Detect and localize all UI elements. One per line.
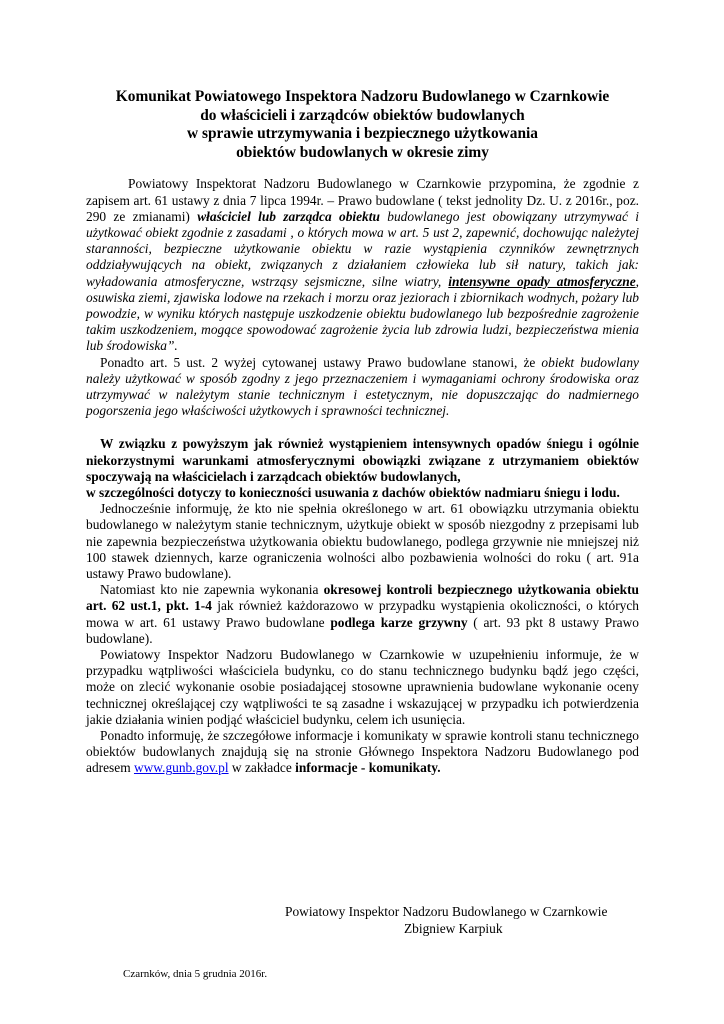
document-body [86,88,639,777]
paragraph-penalty: Jednocześnie informuję, że kto nie spełnia określonego w art. 61 obowiązku utrzymania obiektu budowlanego w należytym stanie technicznym, użytkuje obiekt w sposób niezgodny z przepisami lub nie zapewnia bezpieczeństwa użytkowania obiektu budowlanego, podlega grzywnie nie mniejszej niż 100 stawek dziennych, karze ograniczenia wolności albo pozbawienia wolności do roku ( art. 91a ustawy Prawo budowlane). [86,501,639,582]
gunb-website-link[interactable]: www.gunb.gov.pl [133,760,229,776]
paragraph-art5: Ponadto art. 5 ust. 2 wyżej cytowanej ustawy Prawo budowlane stanowi, że obiekt budowlany należy użytkować w sposób zgodny z jego przeznaczeniem i wymaganiami ochrony środowiska oraz utrzymywać w należytym stanie technicznym i estetycznym, nie dopuszczając do nadmiernego pogorszenia jego właściwości użytkowych i sprawności technicznej. [86,354,639,419]
signature-name: Zbigniew Karpiuk [404,921,503,936]
title-line-2: do właścicieli i zarządców obiektów budowlanych [200,106,525,124]
snowfall-emphasis: intensywne opady atmosferyczne [448,273,636,289]
title-line-3: w sprawie utrzymywania i bezpiecznego użytkowania [187,125,538,143]
paragraph-reminder: Powiatowy Inspektorat Nadzoru Budowlanego w Czarnkowie przypomina, że zgodnie z zapisem art. 61 ustawy z dnia 7 lipca 1994r. – Prawo budowlane ( tekst jednolity Dz. U. z 2016r., poz. 290 ze zmianami) właściciel lub zarządca obiektu budowlanego jest obowiązany utrzymywać i użytkować obiekt zgodnie z zasadami , o których mowa w art. 5 ust 2, zapewnić, dochowując należytej staranności, bezpieczne użytkowanie obiektu w razie wystąpienia czynników zewnętrznych oddziaływujących na obiekt, związanych z działaniem człowieka lub sił natury, takich jak: wyładowania atmosferyczne, wstrząsy sejsmiczne, silne wiatry, intensywne opady atmosferyczne, osuwiska ziemi, zjawiska lodowe na rzekach i morzu oraz jeziorach i zbiornikach wodnych, pożary lub powodzie, w wyniku których następuje uszkodzenie obiektu budowlanego lub bezpośrednie zagrożenie takim uszkodzeniem, mogące spowodować zagrożenie życia lub zdrowia ludzi, bezpieczeństwa mienia lub środowiska”. [86,176,639,354]
paragraph-more-info: Ponadto informuję, że szczegółowe informacje i komunikaty w sprawie kontroli stanu technicznego obiektów budowlanych znajdują się na stronie Głównego Inspektora Nadzoru Budowlanego pod adresem www.gunb.gov.pl w zakładce informacje - komunikaty. [86,728,639,776]
signature-block [86,903,639,937]
document-date: Czarnków, dnia 5 grudnia 2016r. [123,968,268,980]
owner-emphasis: właściciel lub zarządca obiektu [197,208,380,224]
paragraph-snow-removal: w szczególności dotyczy to konieczności usuwania z dachów obiektów nadmiaru śniegu i lodu. [86,485,620,501]
paragraph-inspection: Natomiast kto nie zapewnia wykonania okresowej kontroli bezpiecznego użytkowania obiektu art. 62 ust.1, pkt. 1-4 jak również każdorazowo w przypadku wystąpienia okoliczności, o których mowa w art. 61 ustawy Prawo budowlane podlega karze grzywny ( art. 93 pkt 8 ustawy Prawo budowlane). [86,582,639,646]
paragraph-assessment: Powiatowy Inspektor Nadzoru Budowlanego w Czarnkowie w uzupełnieniu informuje, że w przypadku wątpliwości właściciela budynku, co do stanu technicznego budynku bądź jego części, może on zlecić wykonanie osobie posiadającej stosowne uprawnienia budowlane wykonanie oceny technicznej określającej czy wątpliwości te są zasadne i wskazującej w przypadku ich potwierdzenia jakie działania winien podjąć właściciel budynku, celem ich usunięcia. [86,647,639,727]
title-line-4: obiektów budowlanych w okresie zimy [236,143,489,161]
title-line-1: Komunikat Powiatowego Inspektora Nadzoru Budowlanego w Czarnkowie [115,88,610,105]
signature-role: Powiatowy Inspektor Nadzoru Budowlanego w Czarnkowie [285,904,608,919]
document-title [86,88,639,162]
paragraph-obligations: W związku z powyższym jak również wystąpieniem intensywnych opadów śniegu i ogólnie niekorzystnymi warunkami atmosferycznymi obowiązki związane z utrzymaniem obiektów spoczywają na właścicielach i zarządcach obiektów budowlanych, [86,436,639,484]
